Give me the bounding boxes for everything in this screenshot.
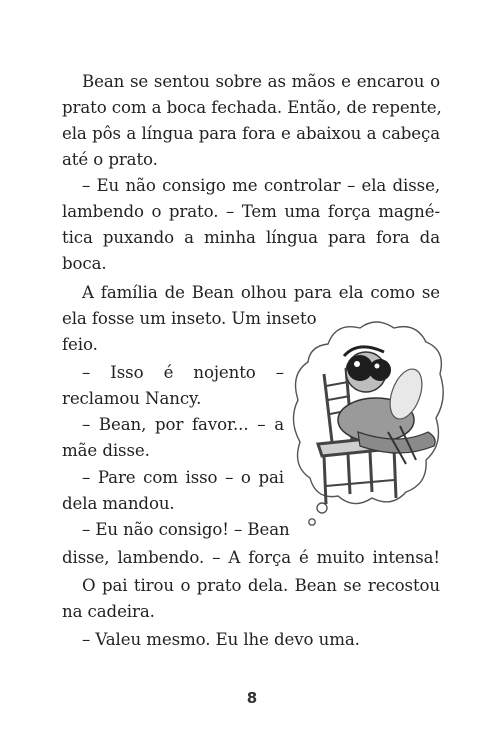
text-line: reclamou Nancy. — [62, 389, 202, 408]
text-line: na cadeira. — [62, 602, 155, 621]
text-line: prato com a boca fechada. Então, de repente, — [62, 98, 442, 117]
text-line: O pai tirou o prato dela. Bean se recostou — [82, 576, 440, 595]
text-line: Bean se sentou sobre as mãos e encarou o — [82, 72, 440, 91]
text-line: – Eu não consigo me controlar – ela disse, — [82, 176, 440, 195]
text-line: boca. — [62, 254, 107, 273]
text-line: – Pare com isso – o pai — [82, 468, 284, 487]
text-line: ela fosse um inseto. Um inseto — [62, 309, 317, 328]
text-line: lambendo o prato. – Tem uma força magné- — [62, 202, 440, 221]
text-line: tica puxando a minha língua para fora da — [62, 228, 440, 247]
page-number: 8 — [246, 689, 258, 707]
text-line: – Eu não consigo! – Bean — [82, 520, 290, 539]
text-line: – Bean, por favor... – a — [82, 415, 284, 434]
text-line: ela pôs a língua para fora e abaixou a cabeça — [62, 124, 440, 143]
text-line: A família de Bean olhou para ela como se — [82, 283, 440, 302]
text-line: feio. — [62, 335, 98, 354]
text-line: mãe disse. — [62, 441, 150, 460]
text-line: disse, lambendo. – A força é muito intensa! — [62, 548, 440, 567]
text-line: – Isso é nojento – — [82, 363, 284, 382]
text-line: até o prato. — [62, 150, 158, 169]
text-line: dela mandou. — [62, 494, 175, 513]
fly-on-chair-illustration — [288, 314, 448, 544]
text-line: – Valeu mesmo. Eu lhe devo uma. — [82, 630, 360, 649]
